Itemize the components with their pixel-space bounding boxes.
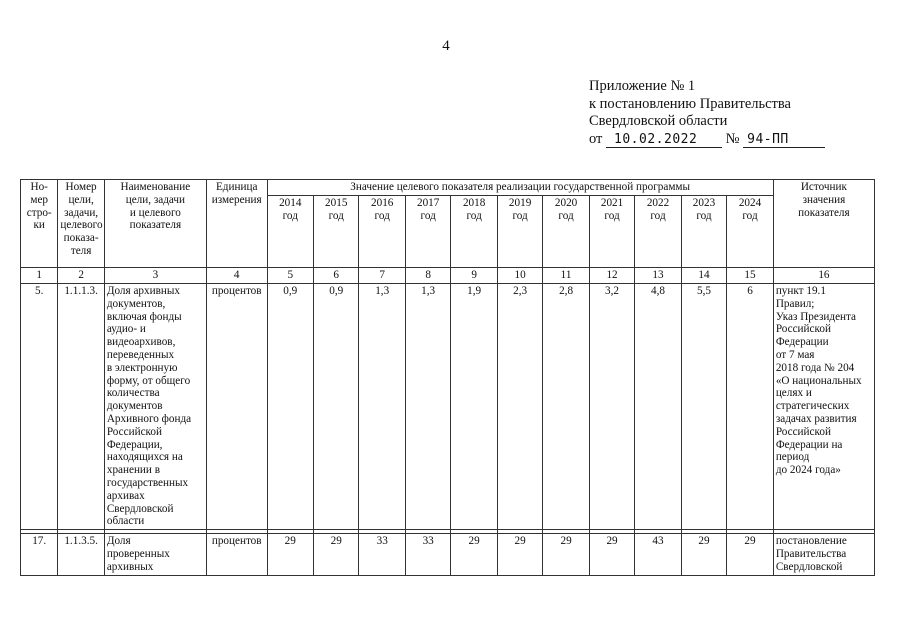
row-value: 33: [359, 534, 405, 575]
header-unit: Единица измерения: [206, 180, 267, 268]
header-row-1: [21, 180, 875, 196]
appendix-resolution-line: к постановлению Правительства: [589, 95, 791, 112]
header-year: 2024 год: [727, 196, 774, 268]
column-number: 2: [58, 268, 104, 284]
column-number: 16: [773, 268, 874, 284]
header-year: 2021 год: [589, 196, 634, 268]
row-unit: процентов: [206, 284, 267, 530]
column-number: 1: [21, 268, 58, 284]
row-value: 43: [635, 534, 681, 575]
column-number: 8: [405, 268, 450, 284]
row-value: 29: [451, 534, 497, 575]
header-year: 2017 год: [405, 196, 450, 268]
row-value: 29: [589, 534, 634, 575]
column-number-row: [21, 268, 875, 284]
column-number: 11: [543, 268, 589, 284]
row-value: 29: [681, 534, 726, 575]
row-value: 29: [313, 534, 358, 575]
row-value: 0,9: [313, 284, 358, 530]
column-number: 5: [267, 268, 313, 284]
row-value: 2,3: [497, 284, 542, 530]
header-name: Наименование цели, задачи и целевого показателя: [104, 180, 206, 268]
row-value: 0,9: [267, 284, 313, 530]
row-value: 4,8: [635, 284, 681, 530]
header-year: 2016 год: [359, 196, 405, 268]
column-number: 4: [206, 268, 267, 284]
date-prefix: от: [589, 130, 603, 147]
column-number: 7: [359, 268, 405, 284]
row-line-number: 5.: [21, 284, 58, 530]
header-year: 2022 год: [635, 196, 681, 268]
row-name: Доля архивных документов, включая фонды аудио- и видеоархивов, переведенных в электронную форму, от общего количества документов Архивного фонда Российской Федерации, находящихся на хранении в государственных архивах Свердловской области: [104, 284, 206, 530]
header-year: 2023 год: [681, 196, 726, 268]
number-prefix: №: [725, 130, 740, 147]
row-unit: процентов: [206, 534, 267, 575]
header-year: 2019 год: [497, 196, 542, 268]
column-number: 14: [681, 268, 726, 284]
column-number: 6: [313, 268, 358, 284]
row-code: 1.1.1.3.: [58, 284, 104, 530]
appendix-title: Приложение № 1: [589, 78, 696, 94]
row-value: 3,2: [589, 284, 634, 530]
header-year: 2014 год: [267, 196, 313, 268]
resolution-number: 94-ПП: [747, 131, 789, 147]
row-value: 1,3: [359, 284, 405, 530]
row-value: 5,5: [681, 284, 726, 530]
indicators-table: [20, 179, 875, 576]
resolution-date: 10.02.2022: [614, 131, 698, 147]
column-number: 10: [497, 268, 542, 284]
row-source: пункт 19.1 Правил; Указ Президента Российской Федерации от 7 мая 2018 года № 204 «О национальных целях и стратегических задачах развития Российской Федерации на период до 2024 года»: [773, 284, 874, 530]
appendix-region-line: Свердловской области: [589, 113, 728, 129]
row-value: 1,3: [405, 284, 450, 530]
header-year: 2020 год: [543, 196, 589, 268]
row-line-number: 17.: [21, 534, 58, 575]
header-year: 2015 год: [313, 196, 358, 268]
row-name: Доля проверенных архивных: [104, 534, 206, 575]
row-code: 1.1.3.5.: [58, 534, 104, 575]
row-value: 2,8: [543, 284, 589, 530]
header-line-number: Но- мер стро- ки: [21, 180, 58, 268]
row-value: 33: [405, 534, 450, 575]
row-value: 6: [727, 284, 774, 530]
header-code: Номер цели, задачи, целевого показа- теля: [58, 180, 104, 268]
column-number: 9: [451, 268, 497, 284]
header-values-group: Значение целевого показателя реализации государственной программы: [267, 180, 773, 196]
column-number: 15: [727, 268, 774, 284]
row-value: 29: [267, 534, 313, 575]
column-number: 3: [104, 268, 206, 284]
row-value: 29: [543, 534, 589, 575]
appendix-date-line: [589, 131, 825, 149]
column-number: 12: [589, 268, 634, 284]
row-value: 29: [497, 534, 542, 575]
column-number: 13: [635, 268, 681, 284]
appendix-block: [589, 78, 825, 148]
table-row: [21, 284, 875, 530]
header-year: 2018 год: [451, 196, 497, 268]
row-value: 1,9: [451, 284, 497, 530]
row-source: постановление Правительства Свердловской: [773, 534, 874, 575]
header-source: Источник значения показателя: [773, 180, 874, 268]
row-value: 29: [727, 534, 774, 575]
table-row: [21, 534, 875, 575]
page-number: 4: [442, 38, 450, 54]
